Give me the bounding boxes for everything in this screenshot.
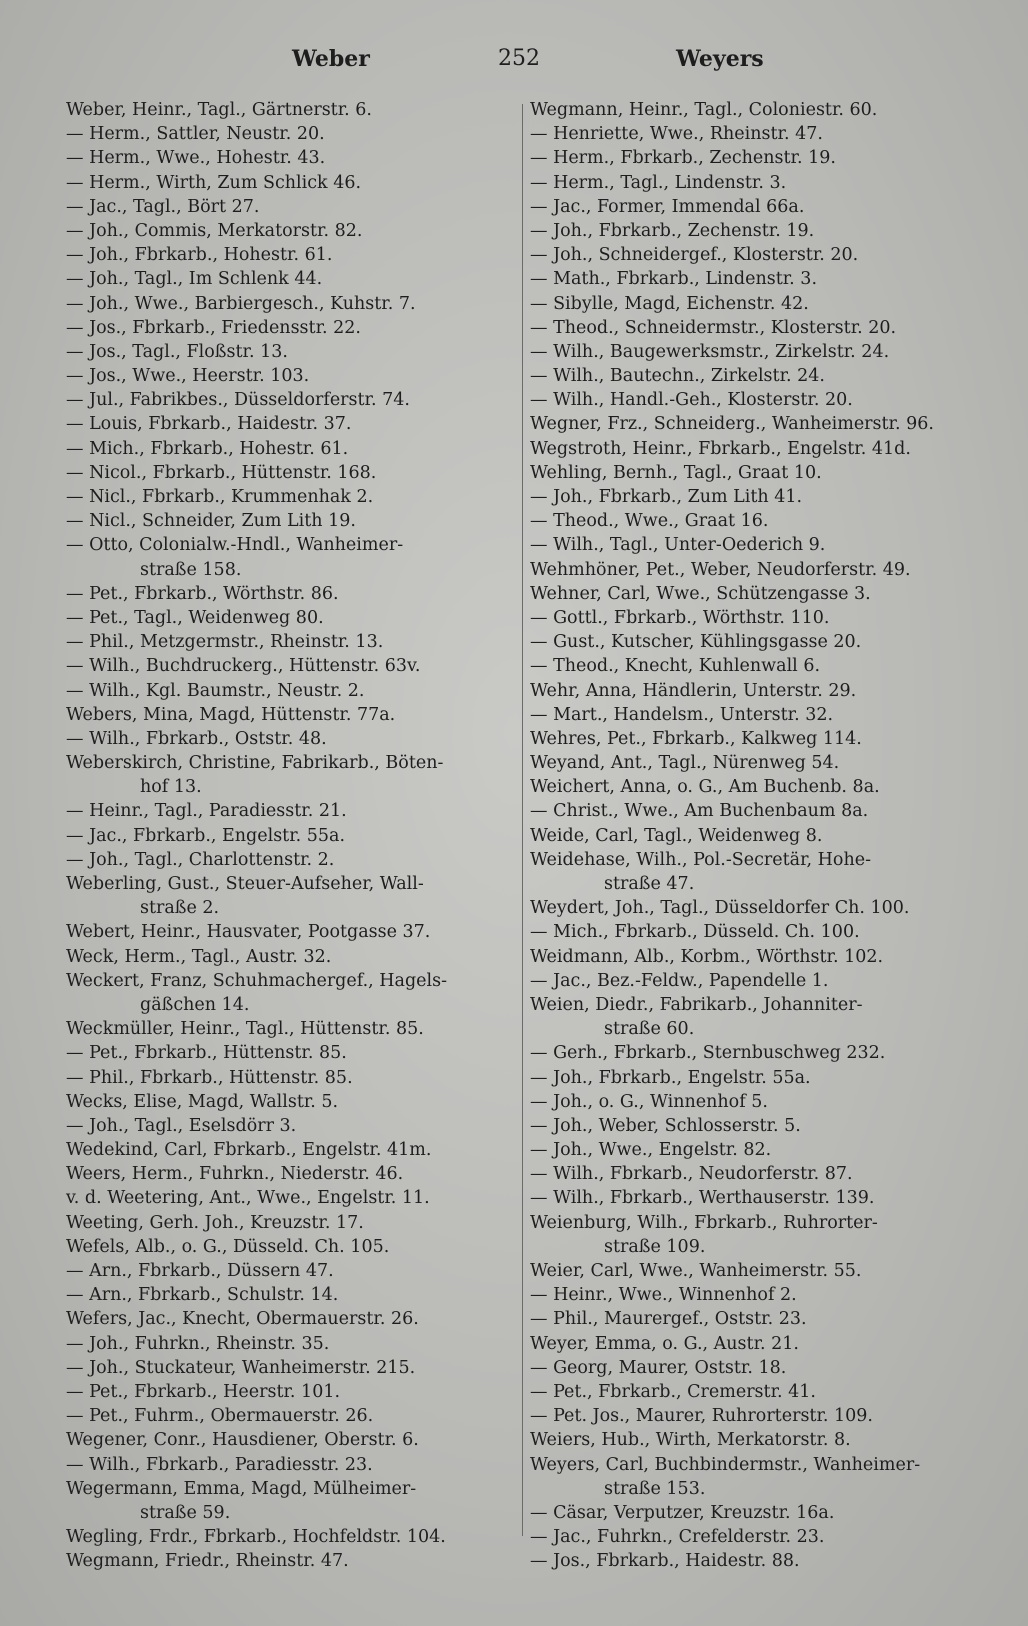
directory-entry-line: Weiers, Hub., Wirth, Merkatorstr. 8. (530, 1430, 851, 1451)
directory-entry-line: — Louis, Fbrkarb., Haidestr. 37. (66, 414, 352, 435)
directory-entry-line: — Gerh., Fbrkarb., Sternbuschweg 232. (530, 1043, 886, 1064)
directory-entry-line: Wehner, Carl, Wwe., Schützengasse 3. (530, 583, 871, 604)
directory-entry-line: — Wilh., Bautechn., Zirkelstr. 24. (530, 366, 825, 387)
header-right-keyword: Weyers (676, 46, 764, 72)
directory-entry-line: Wefels, Alb., o. G., Düsseld. Ch. 105. (66, 1236, 390, 1257)
directory-entry-line: — Pet., Tagl., Weidenweg 80. (66, 607, 324, 628)
directory-entry-line: Wedekind, Carl, Fbrkarb., Engelstr. 41m. (66, 1140, 432, 1161)
directory-entry-line: — Herm., Sattler, Neustr. 20. (66, 124, 325, 145)
directory-entry-line: straße 47. (604, 874, 695, 894)
directory-entry-line: — Heinr., Wwe., Winnenhof 2. (530, 1285, 797, 1306)
directory-entry-line: — Joh., Tagl., Eselsdörr 3. (66, 1115, 297, 1136)
directory-entry-line: — Wilh., Kgl. Baumstr., Neustr. 2. (66, 680, 365, 701)
directory-entry-line: — Phil., Fbrkarb., Hüttenstr. 85. (66, 1067, 353, 1088)
directory-entry-line: Weidmann, Alb., Korbm., Wörthstr. 102. (530, 946, 884, 967)
directory-entry-line: straße 153. (604, 1478, 706, 1499)
left-column (66, 98, 516, 1573)
directory-entry-line: — Heinr., Tagl., Paradiesstr. 21. (66, 801, 347, 822)
directory-entry-line: — Jac., Fuhrkn., Crefelderstr. 23. (530, 1527, 825, 1548)
page-header (0, 46, 1028, 86)
directory-entry-line: Weyand, Ant., Tagl., Nürenweg 54. (530, 753, 840, 774)
directory-entry-line: Weers, Herm., Fuhrkn., Niederstr. 46. (66, 1164, 404, 1185)
directory-entry-line: hof 13. (140, 777, 202, 798)
directory-entry-line: — Nicl., Fbrkarb., Krummenhak 2. (66, 487, 374, 507)
directory-entry-line: Weberskirch, Christine, Fabrikarb., Böten- (66, 753, 444, 774)
right-column (530, 98, 970, 1573)
directory-entry-line: — Pet., Fbrkarb., Cremerstr. 41. (530, 1381, 816, 1402)
directory-entry-line: Wehres, Pet., Fbrkarb., Kalkweg 114. (530, 728, 862, 749)
directory-entry-line: Weberling, Gust., Steuer-Aufseher, Wall- (66, 874, 424, 894)
directory-entry-line: — Wilh., Fbrkarb., Neudorferstr. 87. (530, 1164, 853, 1185)
directory-entry-line: Wehling, Bernh., Tagl., Graat 10. (530, 462, 822, 483)
directory-entry-line: Weichert, Anna, o. G., Am Buchenb. 8a. (530, 777, 880, 798)
directory-entry-line: — Joh., Fbrkarb., Engelstr. 55a. (530, 1067, 811, 1088)
directory-entry-line: Wegmann, Heinr., Tagl., Coloniestr. 60. (530, 100, 878, 120)
directory-entry-line: — Jos., Fbrkarb., Friedensstr. 22. (66, 317, 361, 338)
directory-entry-line: — Jac., Bez.-Feldw., Papendelle 1. (530, 970, 829, 991)
directory-entry-line: — Joh., Weber, Schlosserstr. 5. (530, 1115, 801, 1136)
directory-entry-line: Weyer, Emma, o. G., Austr. 21. (530, 1333, 799, 1354)
directory-entry-line: — Pet., Fuhrm., Obermauerstr. 26. (66, 1406, 374, 1427)
directory-entry-line: Wecks, Elise, Magd, Wallstr. 5. (66, 1091, 339, 1112)
directory-entry-line: straße 109. (604, 1236, 706, 1257)
directory-entry-line: — Wilh., Baugewerksmstr., Zirkelstr. 24. (530, 341, 890, 362)
directory-entry-line: — Math., Fbrkarb., Lindenstr. 3. (530, 269, 818, 290)
directory-entry-line: Wegener, Conr., Hausdiener, Oberstr. 6. (66, 1430, 419, 1451)
directory-entry-line: — Pet., Fbrkarb., Heerstr. 101. (66, 1381, 341, 1402)
directory-entry-line: Weier, Carl, Wwe., Wanheimerstr. 55. (530, 1261, 862, 1281)
directory-entry-line: — Wilh., Fbrkarb., Oststr. 48. (66, 728, 327, 749)
directory-entry-line: — Herm., Fbrkarb., Zechenstr. 19. (530, 148, 836, 169)
directory-entry-line: — Cäsar, Verputzer, Kreuzstr. 16a. (530, 1502, 835, 1523)
directory-entry-line: Weckert, Franz, Schuhmachergef., Hagels- (66, 970, 448, 991)
directory-entry-line: straße 2. (140, 898, 220, 919)
directory-entry-line: Wefers, Jac., Knecht, Obermauerstr. 26. (66, 1309, 419, 1330)
directory-entry-line: — Nicol., Fbrkarb., Hüttenstr. 168. (66, 462, 377, 483)
directory-entry-line: Weienburg, Wilh., Fbrkarb., Ruhrorter- (530, 1212, 878, 1233)
directory-entry-line: — Jac., Former, Immendal 66a. (530, 196, 805, 217)
directory-entry-line: — Mich., Fbrkarb., Hohestr. 61. (66, 438, 349, 459)
directory-entry-line: — Pet., Fbrkarb., Hüttenstr. 85. (66, 1043, 347, 1064)
directory-entry-line: Weckmüller, Heinr., Tagl., Hüttenstr. 85. (66, 1019, 424, 1040)
directory-entry-line: Wehmhöner, Pet., Weber, Neudorferstr. 49. (530, 559, 911, 580)
directory-entry-line: Wegermann, Emma, Magd, Mülheimer- (66, 1478, 417, 1499)
directory-entry-line: straße 59. (140, 1502, 231, 1523)
directory-entry-line: — Georg, Maurer, Oststr. 18. (530, 1357, 787, 1378)
directory-entry-line: — Joh., Fbrkarb., Zechenstr. 19. (530, 220, 815, 241)
directory-entry-line: Weide, Carl, Tagl., Weidenweg 8. (530, 825, 823, 846)
directory-entry-line: — Joh., Schneidergef., Klosterstr. 20. (530, 245, 859, 266)
directory-entry-line: — Jac., Fbrkarb., Engelstr. 55a. (66, 825, 346, 846)
directory-entry-line: — Joh., Fuhrkn., Rheinstr. 35. (66, 1333, 330, 1354)
directory-entry-line: — Pet., Fbrkarb., Wörthstr. 86. (66, 583, 339, 604)
directory-entry-line: — Otto, Colonialw.-Hndl., Wanheimer- (66, 535, 404, 556)
directory-entry-line: — Theod., Wwe., Graat 16. (530, 511, 769, 532)
directory-entry-line: — Nicl., Schneider, Zum Lith 19. (66, 511, 356, 532)
directory-entry-line: — Wilh., Buchdruckerg., Hüttenstr. 63v. (66, 656, 421, 677)
directory-entry-line: — Theod., Knecht, Kuhlenwall 6. (530, 656, 821, 677)
directory-entry-line: — Christ., Wwe., Am Buchenbaum 8a. (530, 801, 869, 822)
directory-entry-line: Weeting, Gerh. Joh., Kreuzstr. 17. (66, 1212, 364, 1233)
directory-entry-line: Wegmann, Friedr., Rheinstr. 47. (66, 1551, 349, 1572)
directory-entry-line: — Herm., Tagl., Lindenstr. 3. (530, 172, 787, 193)
directory-entry-line: — Jul., Fabrikbes., Düsseldorferstr. 74. (66, 390, 410, 411)
directory-entry-line: — Joh., Stuckateur, Wanheimerstr. 215. (66, 1357, 416, 1378)
directory-entry-line: — Pet. Jos., Maurer, Ruhrorterstr. 109. (530, 1406, 873, 1427)
directory-entry-line: Webert, Heinr., Hausvater, Pootgasse 37. (66, 922, 431, 943)
directory-entry-line: — Jos., Wwe., Heerstr. 103. (66, 366, 310, 387)
directory-entry-line: — Joh., Tagl., Charlottenstr. 2. (66, 849, 335, 870)
directory-entry-line: — Joh., Fbrkarb., Zum Lith 41. (530, 487, 803, 507)
directory-entry-line: — Joh., o. G., Winnenhof 5. (530, 1091, 768, 1112)
directory-entry-line: — Henriette, Wwe., Rheinstr. 47. (530, 124, 823, 145)
directory-entry-line: Weydert, Joh., Tagl., Düsseldorfer Ch. 100. (530, 898, 910, 919)
directory-entry-line: Weber, Heinr., Tagl., Gärtnerstr. 6. (66, 100, 372, 120)
directory-entry-line: — Gottl., Fbrkarb., Wörthstr. 110. (530, 607, 830, 628)
directory-entry-line: — Wilh., Fbrkarb., Werthauserstr. 139. (530, 1188, 875, 1209)
directory-entry-line: Wegner, Frz., Schneiderg., Wanheimerstr. 96. (530, 414, 934, 435)
directory-entry-line: Weidehase, Wilh., Pol.-Secretär, Hohe- (530, 849, 871, 870)
directory-entry-line: — Wilh., Tagl., Unter-Oederich 9. (530, 535, 826, 556)
directory-entry-line: — Mich., Fbrkarb., Düsseld. Ch. 100. (530, 922, 860, 943)
directory-entry-line: — Theod., Schneidermstr., Klosterstr. 20. (530, 317, 897, 338)
directory-entry-line: — Phil., Maurergef., Oststr. 23. (530, 1309, 807, 1330)
directory-entry-line: — Joh., Wwe., Engelstr. 82. (530, 1140, 772, 1161)
directory-entry-line: v. d. Weetering, Ant., Wwe., Engelstr. 11. (66, 1188, 430, 1209)
directory-entry-line: — Joh., Wwe., Barbiergesch., Kuhstr. 7. (66, 293, 416, 314)
directory-entry-line: Wegstroth, Heinr., Fbrkarb., Engelstr. 41d. (530, 438, 911, 459)
directory-entry-line: — Joh., Tagl., Im Schlenk 44. (66, 269, 323, 290)
directory-entry-line: — Jos., Fbrkarb., Haidestr. 88. (530, 1551, 800, 1572)
directory-entry-line: Weck, Herm., Tagl., Austr. 32. (66, 946, 332, 967)
directory-entry-line: — Wilh., Fbrkarb., Paradiesstr. 23. (66, 1454, 373, 1475)
header-left-keyword: Weber (292, 46, 370, 72)
directory-entry-line: straße 158. (140, 559, 242, 580)
directory-entry-line: — Joh., Fbrkarb., Hohestr. 61. (66, 245, 333, 266)
directory-entry-line: Wehr, Anna, Händlerin, Unterstr. 29. (530, 680, 857, 701)
directory-entry-line: Weien, Diedr., Fabrikarb., Johanniter- (530, 994, 863, 1015)
directory-entry-line: — Joh., Commis, Merkatorstr. 82. (66, 220, 363, 241)
directory-entry-line: — Gust., Kutscher, Kühlingsgasse 20. (530, 632, 862, 653)
directory-entry-line: Webers, Mina, Magd, Hüttenstr. 77a. (66, 704, 396, 725)
directory-entry-line: gäßchen 14. (140, 994, 250, 1015)
directory-entry-line: — Jac., Tagl., Bört 27. (66, 196, 260, 217)
directory-entry-line: Weyers, Carl, Buchbindermstr., Wanheimer- (530, 1454, 921, 1475)
directory-entry-line: — Phil., Metzgermstr., Rheinstr. 13. (66, 632, 384, 653)
directory-entry-line: — Arn., Fbrkarb., Düssern 47. (66, 1261, 334, 1281)
directory-entry-line: — Mart., Handelsm., Unterstr. 32. (530, 704, 834, 725)
directory-entry-line: straße 60. (604, 1019, 695, 1040)
directory-entry-line: — Wilh., Handl.-Geh., Klosterstr. 20. (530, 390, 853, 411)
directory-entry-line: — Herm., Wwe., Hohestr. 43. (66, 148, 326, 169)
page-number: 252 (498, 46, 540, 71)
directory-entry-line: — Sibylle, Magd, Eichenstr. 42. (530, 293, 809, 314)
directory-entry-line: — Jos., Tagl., Floßstr. 13. (66, 341, 288, 362)
column-divider (522, 104, 523, 1536)
directory-entry-line: — Arn., Fbrkarb., Schulstr. 14. (66, 1285, 339, 1306)
directory-entry-line: Wegling, Frdr., Fbrkarb., Hochfeldstr. 104. (66, 1527, 446, 1548)
directory-entry-line: — Herm., Wirth, Zum Schlick 46. (66, 172, 362, 193)
